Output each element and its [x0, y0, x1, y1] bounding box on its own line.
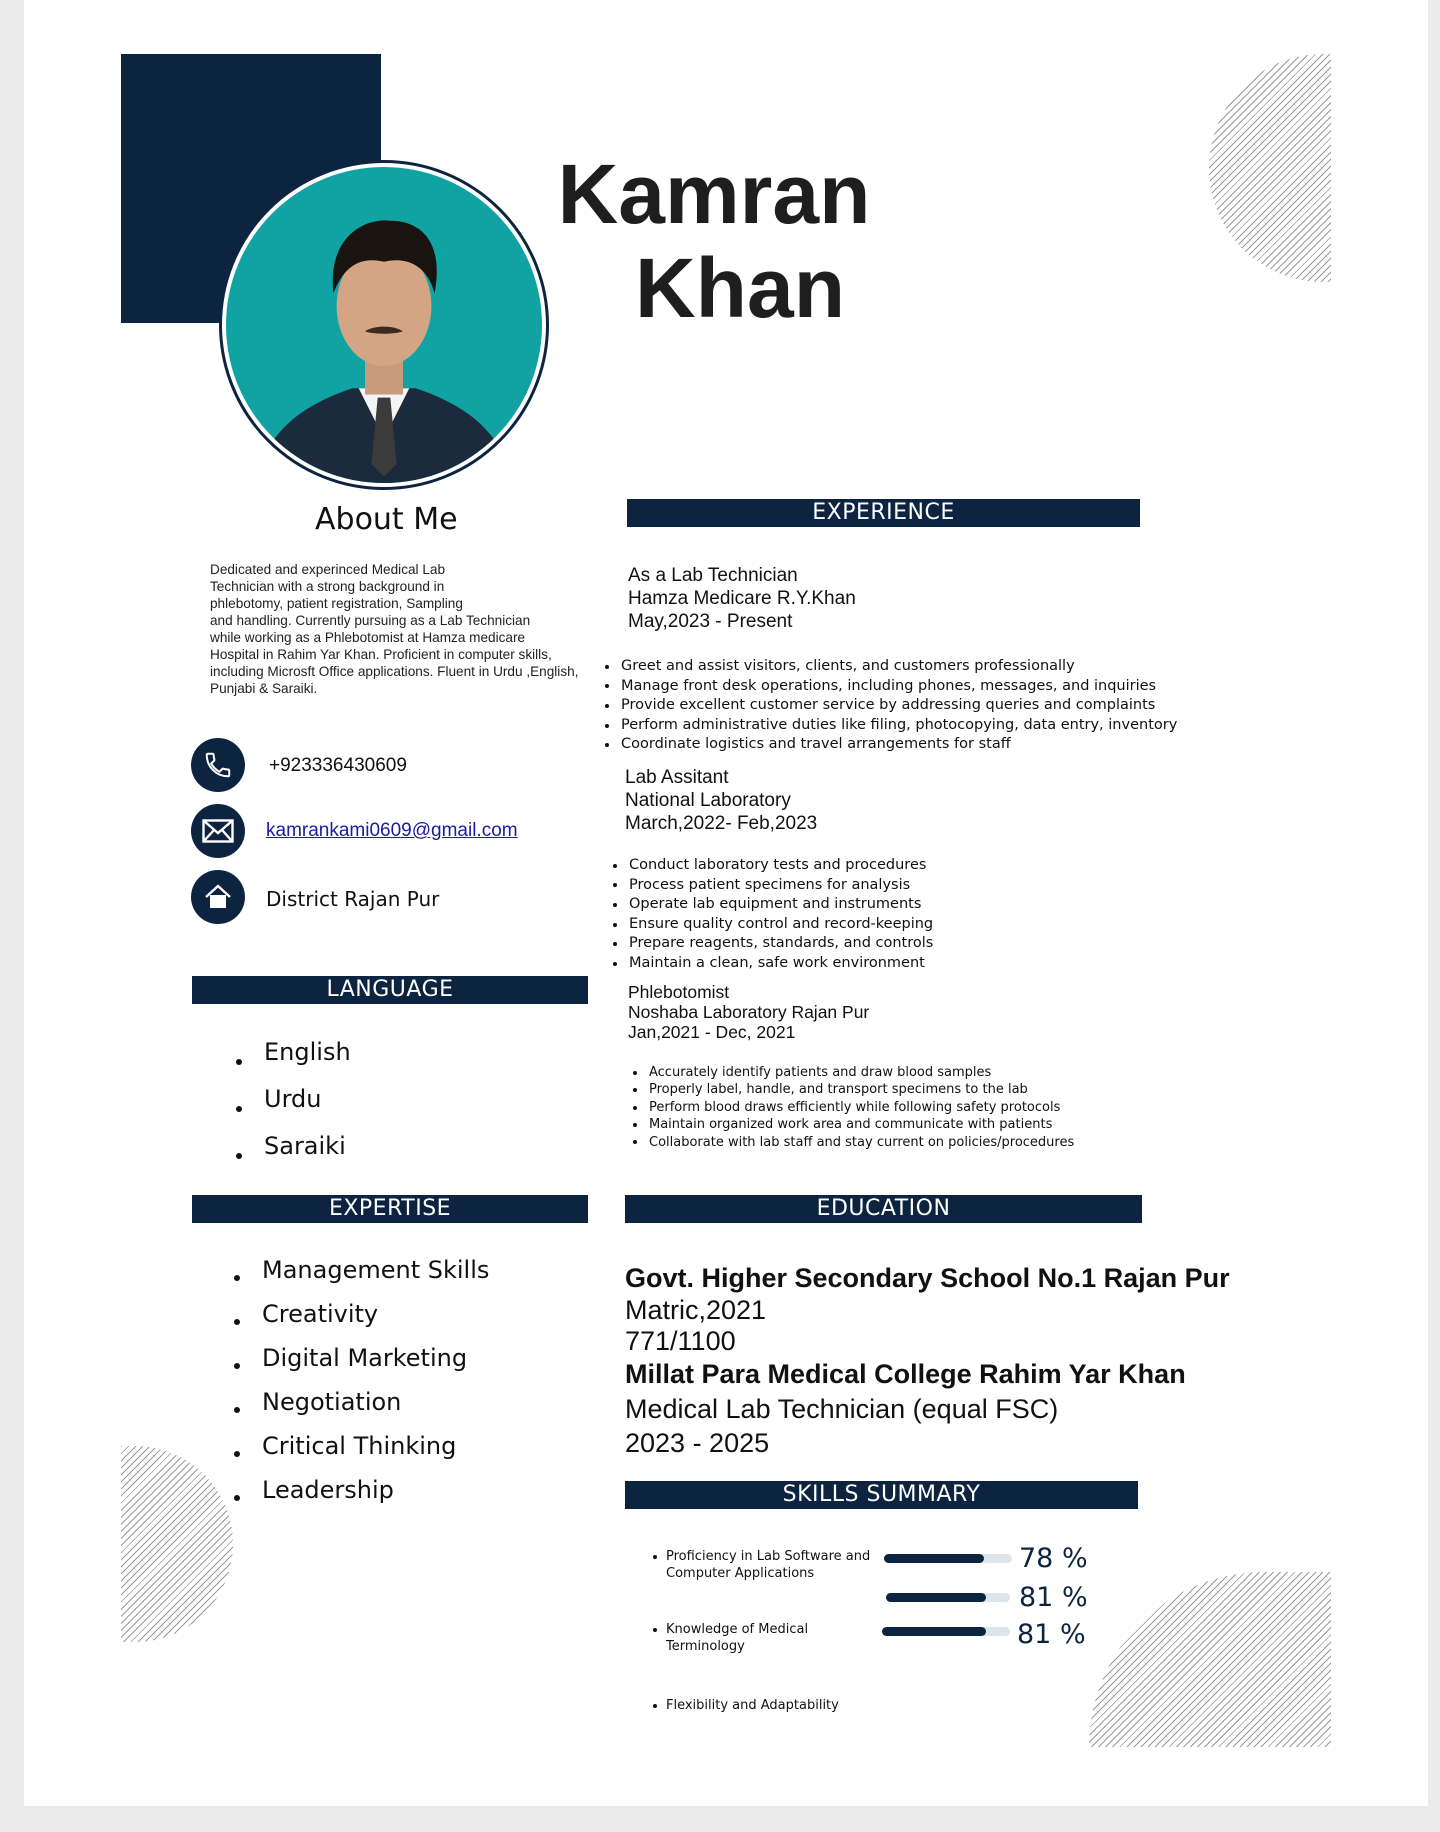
- job-org: Noshaba Laboratory Rajan Pur: [628, 1002, 870, 1022]
- education-detail: Matric,2021: [625, 1295, 767, 1325]
- job-1-header: [628, 564, 856, 633]
- job-1-duties: [602, 657, 1177, 755]
- job-role: As a Lab Technician: [628, 565, 798, 586]
- skill-bar: [882, 1627, 1010, 1636]
- job-role: Phlebotomist: [628, 982, 730, 1002]
- list-item: Coordinate logistics and travel arrangements for staff: [602, 735, 1177, 755]
- skill-bar-fill: [886, 1593, 986, 1602]
- about-title: About Me: [315, 502, 458, 537]
- list-item: Manage front desk operations, including phones, messages, and inquiries: [602, 677, 1177, 697]
- list-item: Collaborate with lab staff and stay current on policies/procedures: [630, 1134, 1074, 1151]
- avatar: [226, 167, 542, 483]
- skill-percent: 81 %: [1019, 1582, 1088, 1613]
- list-item: Provide excellent customer service by addressing queries and complaints: [602, 696, 1177, 716]
- job-3-duties: [630, 1064, 1074, 1151]
- list-item: Negotiation: [234, 1388, 489, 1432]
- list-item: Management Skills: [234, 1256, 489, 1300]
- first-name: Kamran: [557, 147, 871, 241]
- job-org: National Laboratory: [625, 790, 791, 811]
- list-item: Perform administrative duties like filing, photocopying, data entry, inventory: [602, 716, 1177, 736]
- skill-bar: [884, 1554, 1012, 1563]
- list-item: Accurately identify patients and draw blood samples: [630, 1064, 1074, 1081]
- address: District Rajan Pur: [266, 887, 440, 911]
- email-link[interactable]: kamrankami0609@gmail.com: [266, 820, 518, 841]
- profile-photo: [219, 160, 549, 490]
- list-item: Maintain organized work area and communicate with patients: [630, 1116, 1074, 1133]
- list-item: Process patient specimens for analysis: [610, 876, 933, 896]
- skill-label: Flexibility and Adaptability: [650, 1697, 880, 1714]
- school-name: Millat Para Medical College Rahim Yar Khan: [625, 1359, 1186, 1389]
- education-detail: 2023 - 2025: [625, 1428, 770, 1458]
- list-item: Saraiki: [236, 1132, 351, 1179]
- phone-icon: [191, 738, 245, 792]
- skills-summary-header: SKILLS SUMMARY: [625, 1481, 1138, 1509]
- job-2-header: [625, 766, 817, 835]
- list-item: Operate lab equipment and instruments: [610, 895, 933, 915]
- list-item: Properly label, handle, and transport specimens to the lab: [630, 1081, 1074, 1098]
- list-item: Creativity: [234, 1300, 489, 1344]
- list-item: Greet and assist visitors, clients, and customers professionally: [602, 657, 1177, 677]
- language-header: LANGUAGE: [192, 976, 588, 1004]
- education-detail: Medical Lab Technician (equal FSC): [625, 1394, 1059, 1424]
- school-name: Govt. Higher Secondary School No.1 Rajan Pur: [625, 1263, 1230, 1293]
- list-item: Urdu: [236, 1085, 351, 1132]
- envelope-icon: [191, 804, 245, 858]
- list-item: Maintain a clean, safe work environment: [610, 954, 933, 974]
- job-dates: March,2022- Feb,2023: [625, 813, 818, 834]
- skill-label: Knowledge of Medical Terminology: [650, 1621, 880, 1655]
- list-item: English: [236, 1038, 351, 1085]
- education-detail: 771/1100: [625, 1326, 736, 1356]
- list-item: Prepare reagents, standards, and controls: [610, 934, 933, 954]
- expertise-list: [234, 1256, 489, 1520]
- decorative-hatch-circle-top: [1209, 54, 1331, 282]
- phone-number: +923336430609: [269, 755, 407, 776]
- list-item: Ensure quality control and record-keeping: [610, 915, 933, 935]
- list-item: Perform blood draws efficiently while following safety protocols: [630, 1099, 1074, 1116]
- skill-bar-fill: [884, 1554, 984, 1563]
- job-dates: May,2023 - Present: [628, 611, 793, 632]
- education-header: EDUCATION: [625, 1195, 1142, 1223]
- list-item: Leadership: [234, 1476, 489, 1520]
- list-item: Critical Thinking: [234, 1432, 489, 1476]
- skill-percent: 81 %: [1017, 1619, 1086, 1650]
- list-item: Conduct laboratory tests and procedures: [610, 856, 933, 876]
- expertise-header: EXPERTISE: [192, 1195, 588, 1223]
- last-name: Khan: [635, 241, 845, 335]
- decorative-hatch-circle-bottom: [1089, 1572, 1331, 1747]
- skill-label: Proficiency in Lab Software and Computer Applications: [650, 1548, 880, 1582]
- job-2-duties: [610, 856, 933, 974]
- education-list: [625, 1262, 1230, 1460]
- person-silhouette-icon: [226, 167, 542, 483]
- job-dates: Jan,2021 - Dec, 2021: [628, 1022, 796, 1042]
- resume-page: [24, 0, 1428, 1806]
- job-role: Lab Assitant: [625, 767, 729, 788]
- job-org: Hamza Medicare R.Y.Khan: [628, 588, 856, 609]
- skill-percent: 78 %: [1019, 1543, 1088, 1574]
- home-icon: [191, 870, 245, 924]
- skill-bar: [886, 1593, 1010, 1602]
- skill-bar-fill: [882, 1627, 986, 1636]
- language-list: [236, 1038, 351, 1179]
- job-3-header: [628, 982, 869, 1042]
- experience-header: EXPERIENCE: [627, 499, 1140, 527]
- decorative-hatch-circle-left: [121, 1446, 233, 1642]
- about-text: Dedicated and experinced Medical Lab Technician with a strong background in phlebotomy, patient registration, Sampling and handling. Currently pursuing as a Lab Technician while working as a Phlebotomist at Hamza medicare Hospital in Rahim Yar Khan. Proficient in computer skills, including Microsft Office applications. Fluent in Urdu ,English, Punjabi & Saraiki.: [210, 562, 579, 696]
- list-item: Digital Marketing: [234, 1344, 489, 1388]
